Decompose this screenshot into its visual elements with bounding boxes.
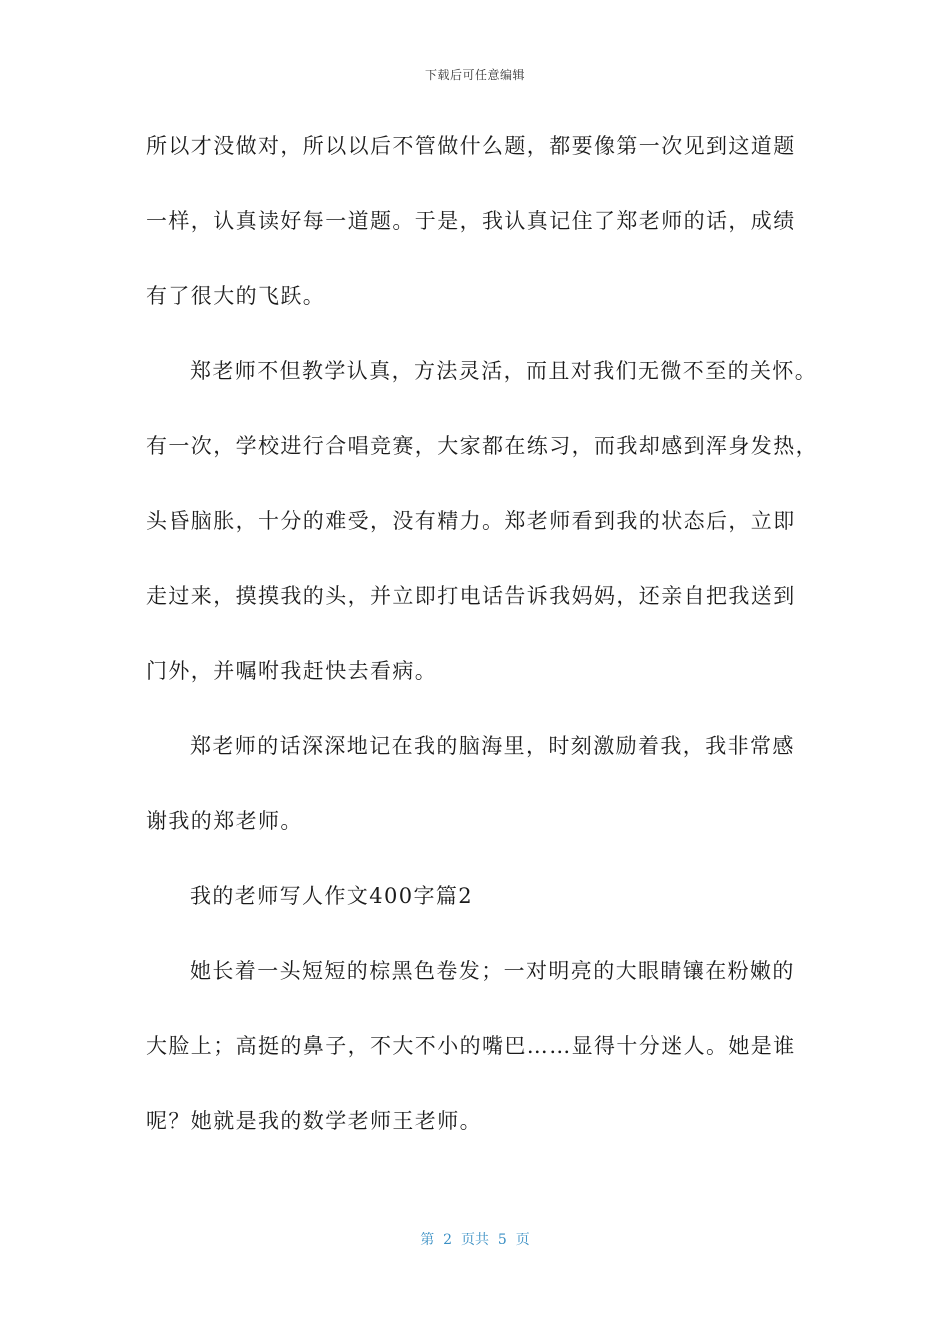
text-line: 门外，并嘱咐我赶快去看病。 xyxy=(146,659,438,683)
text-line: 大脸上；高挺的鼻子，不大不小的嘴巴……显得十分迷人。她是谁 xyxy=(146,1034,796,1058)
section-heading: 我的老师写人作文400字篇2 xyxy=(190,884,474,908)
text-line: 有了很大的飞跃。 xyxy=(146,284,326,308)
page-header: 下载后可任意编辑 xyxy=(424,68,525,82)
text-line: 走过来，摸摸我的头，并立即打电话告诉我妈妈，还亲自把我送到 xyxy=(146,584,796,608)
document-body xyxy=(146,128,818,1178)
paragraph-start-line: 郑老师的话深深地记在我的脑海里，时刻激励着我，我非常感 xyxy=(190,734,795,758)
text-line: 呢？她就是我的数学老师王老师。 xyxy=(146,1109,482,1133)
text-line: 所以才没做对，所以以后不管做什么题，都要像第一次见到这道题 xyxy=(146,134,796,158)
text-line: 谢我的郑老师。 xyxy=(146,809,303,833)
page-number-footer: 第 2 页共 5 页 xyxy=(420,1232,530,1248)
text-line: 一样，认真读好每一道题。于是，我认真记住了郑老师的话，成绩 xyxy=(146,209,796,233)
text-line: 头昏脑胀，十分的难受，没有精力。郑老师看到我的状态后，立即 xyxy=(146,509,796,533)
text-line: 有一次，学校进行合唱竞赛，大家都在练习，而我却感到浑身发热， xyxy=(146,434,818,458)
paragraph-start-line: 郑老师不但教学认真，方法灵活，而且对我们无微不至的关怀。 xyxy=(190,359,818,383)
paragraph-start-line: 她长着一头短短的棕黑色卷发；一对明亮的大眼睛镶在粉嫩的 xyxy=(190,959,795,983)
